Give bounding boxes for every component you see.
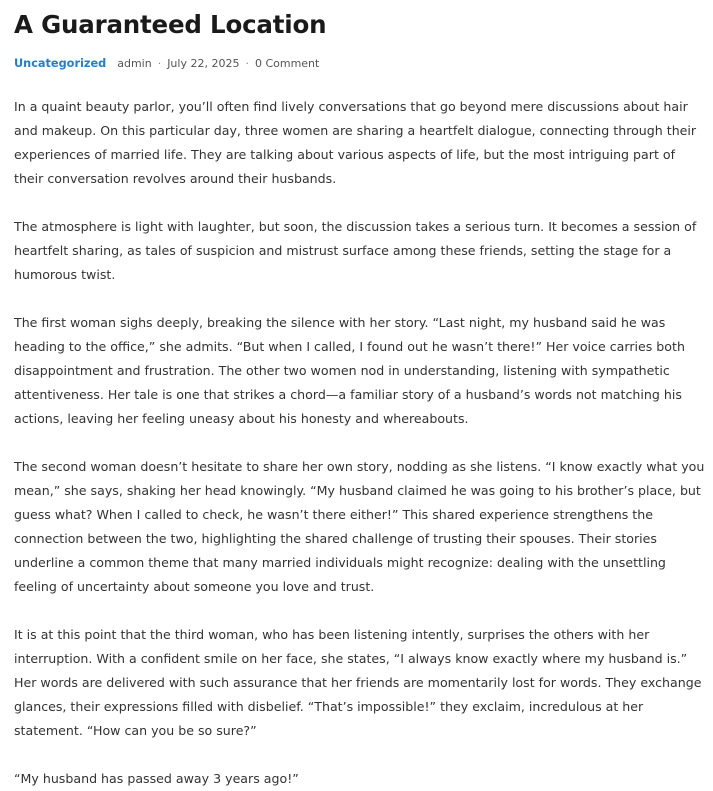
post-meta bbox=[14, 56, 706, 72]
category-link[interactable]: Uncategorized bbox=[14, 57, 107, 70]
paragraph: In a quaint beauty parlor, you’ll often find lively conversations that go beyond mere discussions about hair and makeup. On this particular day, three women are sharing a heartfelt dialogue, connecting through their experiences of married life. They are talking about various aspects of life, but the most intriguing part of their conversation revolves around their husbands. bbox=[14, 99, 697, 186]
meta-separator: · bbox=[245, 57, 249, 70]
meta-separator: · bbox=[157, 57, 162, 70]
paragraph: “My husband has passed away 3 years ago!” bbox=[14, 771, 299, 786]
paragraph: It is at this point that the third woman, who has been listening intently, surprises the others with her interruption. With a confident smile on her face, she states, “I always know exactly where my husband is.” Her words are delivered with such assurance that her friends are momentarily lost for words. They exchange glances, their expressions filled with disbelief. “That’s impossible!” they exclaim, incredulous at her statement. “How can you be so sure?” bbox=[14, 627, 702, 738]
comments-link[interactable]: 0 Comment bbox=[254, 57, 320, 70]
paragraph: The second woman doesn’t hesitate to share her own story, nodding as she listens. “I know exactly what you mean,” she says, shaking her head knowingly. “My husband claimed he was going to his brother’s place, but guess what? When I called to check, he wasn’t there either!” This shared experience strengthens the connection between the two, highlighting the shared challenge of trusting their spouses. Their stories underline a common theme that many married individuals might recognize: dealing with the unsettling feeling of uncertainty about someone you love and trust. bbox=[14, 459, 705, 594]
post-date[interactable]: July 22, 2025 bbox=[167, 57, 240, 70]
author-link[interactable]: admin bbox=[117, 57, 152, 70]
paragraph: The atmosphere is light with laughter, but soon, the discussion takes a serious turn. It becomes a session of heartfelt sharing, as tales of suspicion and mistrust surface among these friends, setting the stage for a humorous twist. bbox=[14, 219, 697, 282]
post-content bbox=[14, 95, 706, 791]
paragraph: The first woman sighs deeply, breaking the silence with her story. “Last night, my husband said he was heading to the office,” she admits. “But when I called, I found out he wasn’t there!” Her voice carries both disappointment and frustration. The other two women nod in understanding, listening with sympathetic attentiveness. Her tale is one that strikes a chord—a familiar story of a husband’s words not matching his actions, leaving her feeling uneasy about his honesty and whereabouts. bbox=[14, 315, 685, 426]
post-title: A Guaranteed Location bbox=[14, 10, 327, 39]
